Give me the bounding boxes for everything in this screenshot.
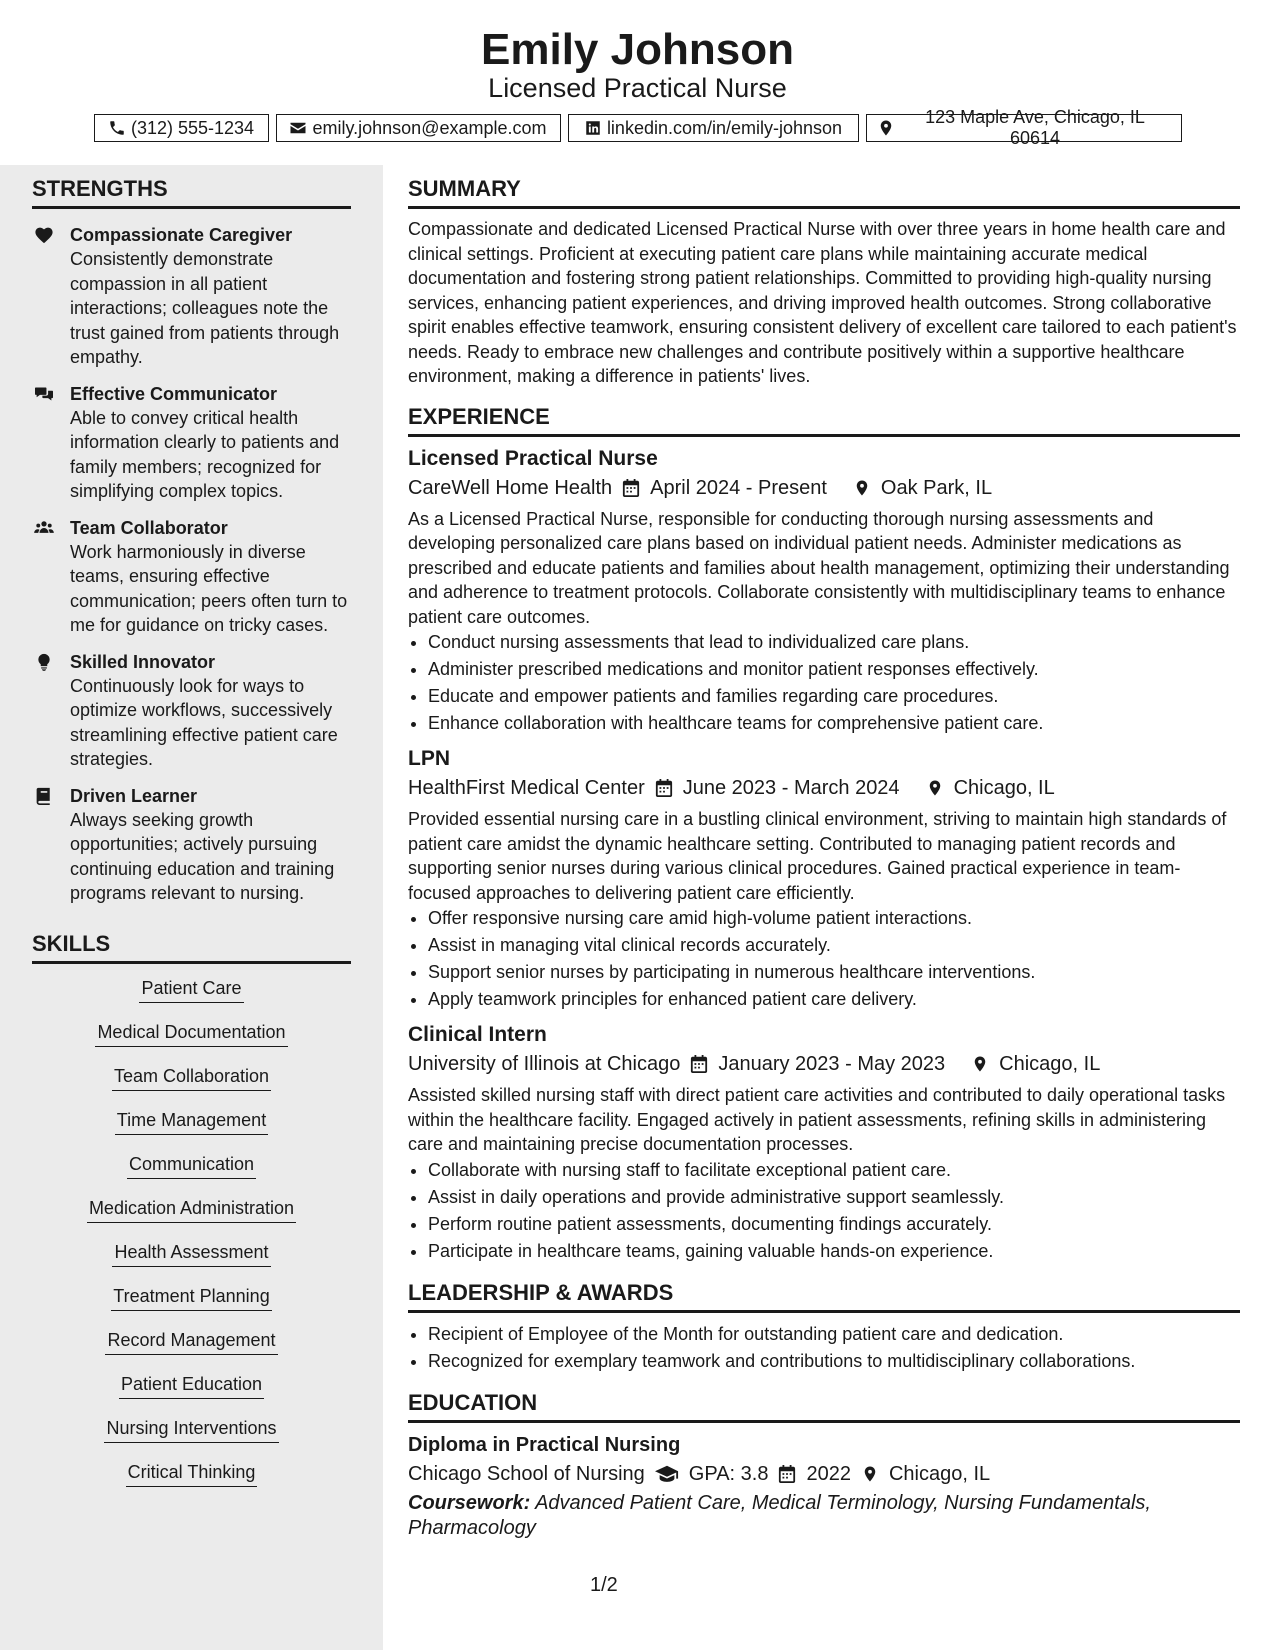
book-icon bbox=[34, 787, 54, 805]
skill-item: Critical Thinking bbox=[126, 1460, 258, 1487]
lightbulb-icon bbox=[34, 653, 54, 671]
job-title: Licensed Practical Nurse bbox=[408, 446, 658, 470]
skill-item: Treatment Planning bbox=[111, 1284, 271, 1311]
email-contact[interactable] bbox=[276, 114, 561, 142]
job-description: Provided essential nursing care in a bustling clinical environment, striving to maintain high standards of patient care amidst the dynamic healthcare setting. Contributed to managing patient records and supporting senior nurses during various clinical procedures. Gained practical experience in team-focused approaches to delivering patient care efficiently. bbox=[408, 809, 1227, 903]
strength-desc: Always seeking growth opportunities; actively pursuing continuing education and training programs relevant to nursing. bbox=[70, 809, 335, 903]
skills-heading: SKILLS bbox=[32, 930, 351, 964]
job-bullet: • Participate in healthcare teams, gaining valuable hands-on experience. bbox=[428, 1238, 1240, 1265]
map-pin-icon bbox=[853, 478, 871, 498]
skill-item: Team Collaboration bbox=[112, 1064, 271, 1091]
job-bullet: • Support senior nurses by participating in numerous healthcare interventions. bbox=[428, 959, 1240, 986]
coursework bbox=[408, 1491, 1240, 1541]
job-company: CareWell Home Health bbox=[408, 476, 613, 499]
school-name: Chicago School of Nursing bbox=[408, 1462, 645, 1485]
job-bullet: • Assist in daily operations and provide administrative support seamlessly. bbox=[428, 1184, 1240, 1211]
skill-item: Medication Administration bbox=[87, 1196, 296, 1223]
skill-item: Communication bbox=[127, 1152, 256, 1179]
candidate-name: Emily Johnson bbox=[481, 25, 794, 74]
map-pin-icon bbox=[861, 1464, 879, 1484]
experience-section bbox=[408, 403, 1240, 1265]
school-location: Chicago, IL bbox=[888, 1462, 991, 1485]
heart-icon bbox=[34, 226, 54, 244]
graduation-cap-icon bbox=[655, 1464, 679, 1484]
phone-text: (312) 555-1234 bbox=[130, 117, 255, 138]
candidate-title: Licensed Practical Nurse bbox=[488, 73, 787, 103]
skill-item: Record Management bbox=[105, 1328, 277, 1355]
job-bullet: • Offer responsive nursing care amid high-volume patient interactions. bbox=[428, 905, 1240, 932]
job-bullet: • Apply teamwork principles for enhanced patient care delivery. bbox=[428, 986, 1240, 1013]
job-bullet: • Administer prescribed medications and monitor patient responses effectively. bbox=[428, 656, 1240, 683]
job-entry bbox=[408, 1021, 1240, 1265]
strength-item bbox=[32, 650, 351, 772]
strength-desc: Work harmoniously in diverse teams, ensuring effective communication; peers often turn to me for guidance on tricky cases. bbox=[70, 541, 348, 635]
gpa: GPA: 3.8 bbox=[688, 1462, 769, 1485]
job-bullet: • Conduct nursing assessments that lead to individualized care plans. bbox=[428, 629, 1240, 656]
job-bullets bbox=[408, 1157, 1240, 1265]
job-bullets bbox=[408, 905, 1240, 1013]
phone-icon bbox=[108, 119, 126, 137]
calendar-icon bbox=[778, 1464, 796, 1484]
job-bullet: • Collaborate with nursing staff to facilitate exceptional patient care. bbox=[428, 1157, 1240, 1184]
coursework-list: Advanced Patient Care, Medical Terminology, Nursing Fundamentals, Pharmacology bbox=[408, 1491, 1151, 1539]
main-column bbox=[408, 175, 1240, 1555]
skills-list bbox=[32, 976, 351, 1504]
chat-bubbles-icon bbox=[34, 385, 54, 403]
strength-item bbox=[32, 223, 351, 370]
job-dates: June 2023 - March 2024 bbox=[682, 777, 900, 799]
strength-desc: Consistently demonstrate compassion in all patient interactions; colleagues note the trust gained from patients through empathy. bbox=[70, 249, 340, 367]
strength-item bbox=[32, 382, 351, 504]
summary-section bbox=[408, 175, 1240, 389]
strengths-heading: STRENGTHS bbox=[32, 175, 351, 209]
job-meta bbox=[408, 773, 1240, 803]
education-meta bbox=[408, 1459, 1240, 1489]
job-bullet: • Enhance collaboration with healthcare teams for comprehensive patient care. bbox=[428, 710, 1240, 737]
summary-text: Compassionate and dedicated Licensed Practical Nurse with over three years in home health care and clinical settings. Proficient at executing patient care plans while maintaining accurate medical documentation and fostering strong patient relationships. Committed to providing high-quality nursing services, enhancing patient experiences, and driving improved health outcomes. Strong collaborative spirit enables effective teamwork, ensuring consistent delivery of excellent care tailored to each patient's needs. Ready to embrace new challenges and contribute positively within a supportive healthcare environment, making a difference in patients' lives. bbox=[408, 219, 1237, 386]
linkedin-contact[interactable] bbox=[568, 114, 859, 142]
job-company: University of Illinois at Chicago bbox=[408, 1053, 681, 1075]
skill-item: Patient Care bbox=[139, 976, 243, 1003]
calendar-icon bbox=[655, 778, 673, 798]
job-title: Clinical Intern bbox=[408, 1023, 547, 1046]
job-entry bbox=[408, 445, 1240, 738]
envelope-icon bbox=[289, 119, 307, 137]
experience-heading: EXPERIENCE bbox=[408, 403, 1240, 437]
award-item: • Recipient of Employee of the Month for outstanding patient care and dedication. bbox=[428, 1321, 1240, 1348]
calendar-icon bbox=[690, 1054, 708, 1074]
job-bullet: • Assist in managing vital clinical records accurately. bbox=[428, 932, 1240, 959]
skill-item: Medical Documentation bbox=[95, 1020, 287, 1047]
phone-contact bbox=[94, 114, 269, 142]
map-pin-icon bbox=[877, 119, 895, 137]
contact-row bbox=[0, 107, 1275, 148]
linkedin-text: linkedin.com/in/emily-johnson bbox=[606, 117, 843, 138]
strength-name: Skilled Innovator bbox=[70, 651, 216, 672]
strength-desc: Able to convey critical health information clearly to patients and family members; recognized for simplifying complex topics. bbox=[70, 407, 340, 501]
summary-heading: SUMMARY bbox=[408, 175, 1240, 209]
skill-item: Time Management bbox=[115, 1108, 268, 1135]
job-bullets bbox=[408, 629, 1240, 737]
job-dates: April 2024 - Present bbox=[650, 476, 827, 499]
address-text: 123 Maple Ave, Chicago, IL 60614 bbox=[925, 107, 1145, 148]
resume-header bbox=[0, 0, 1275, 165]
job-meta bbox=[408, 473, 1240, 503]
sidebar bbox=[0, 165, 383, 1650]
degree-title: Diploma in Practical Nursing bbox=[408, 1433, 681, 1456]
education-heading: EDUCATION bbox=[408, 1389, 1240, 1423]
job-entry bbox=[408, 745, 1240, 1013]
strength-item bbox=[32, 784, 351, 906]
skill-item: Health Assessment bbox=[112, 1240, 270, 1267]
calendar-icon bbox=[622, 478, 640, 498]
strength-item bbox=[32, 516, 351, 638]
team-icon bbox=[34, 519, 54, 537]
map-pin-icon bbox=[971, 1054, 989, 1074]
job-bullet: • Perform routine patient assessments, documenting findings accurately. bbox=[428, 1211, 1240, 1238]
address-contact bbox=[866, 107, 1182, 148]
strength-name: Driven Learner bbox=[70, 785, 198, 806]
job-meta bbox=[408, 1049, 1240, 1079]
page-number: 1/2 bbox=[590, 1574, 618, 1596]
graduation-year: 2022 bbox=[806, 1462, 851, 1485]
award-item: • Recognized for exemplary teamwork and contributions to multidisciplinary collaborations. bbox=[428, 1348, 1240, 1375]
job-description: Assisted skilled nursing staff with direct patient care activities and contributed to daily operational tasks within the healthcare facility. Engaged actively in patient assessments, refining skills in administering care and maintaining precise documentation processes. bbox=[408, 1085, 1226, 1154]
job-title: LPN bbox=[408, 747, 450, 770]
strength-desc: Continuously look for ways to optimize workflows, successively streamlining effective patient care strategies. bbox=[70, 675, 338, 769]
strength-name: Compassionate Caregiver bbox=[70, 225, 293, 245]
strength-name: Team Collaborator bbox=[70, 517, 228, 538]
job-location: Oak Park, IL bbox=[880, 476, 993, 499]
awards-heading: LEADERSHIP & AWARDS bbox=[408, 1279, 1240, 1313]
job-location: Chicago, IL bbox=[999, 1053, 1101, 1075]
email-text: emily.johnson@example.com bbox=[312, 117, 547, 138]
job-location: Chicago, IL bbox=[953, 777, 1055, 799]
skills-section bbox=[32, 930, 351, 1504]
job-company: HealthFirst Medical Center bbox=[408, 777, 645, 799]
job-bullet: • Educate and empower patients and families regarding care procedures. bbox=[428, 683, 1240, 710]
job-dates: January 2023 - May 2023 bbox=[718, 1053, 946, 1075]
map-pin-icon bbox=[926, 778, 944, 798]
skill-item: Patient Education bbox=[119, 1372, 264, 1399]
strength-name: Effective Communicator bbox=[70, 383, 278, 404]
awards-section bbox=[408, 1279, 1240, 1375]
awards-list bbox=[408, 1321, 1240, 1375]
strengths-section bbox=[32, 175, 351, 906]
linkedin-icon bbox=[584, 119, 602, 137]
education-section bbox=[408, 1389, 1240, 1541]
skill-item: Nursing Interventions bbox=[104, 1416, 278, 1443]
coursework-label: Coursework: bbox=[408, 1491, 531, 1514]
job-description: As a Licensed Practical Nurse, responsible for conducting thorough nursing assessments and developing personalized care plans based on individual patient needs. Administer medications as prescribed and educate patients and families about health management, optimizing their understanding and adherence to treatment protocols. Collaborate consistently with multidisciplinary teams to enhance patient care outcomes. bbox=[408, 508, 1230, 627]
